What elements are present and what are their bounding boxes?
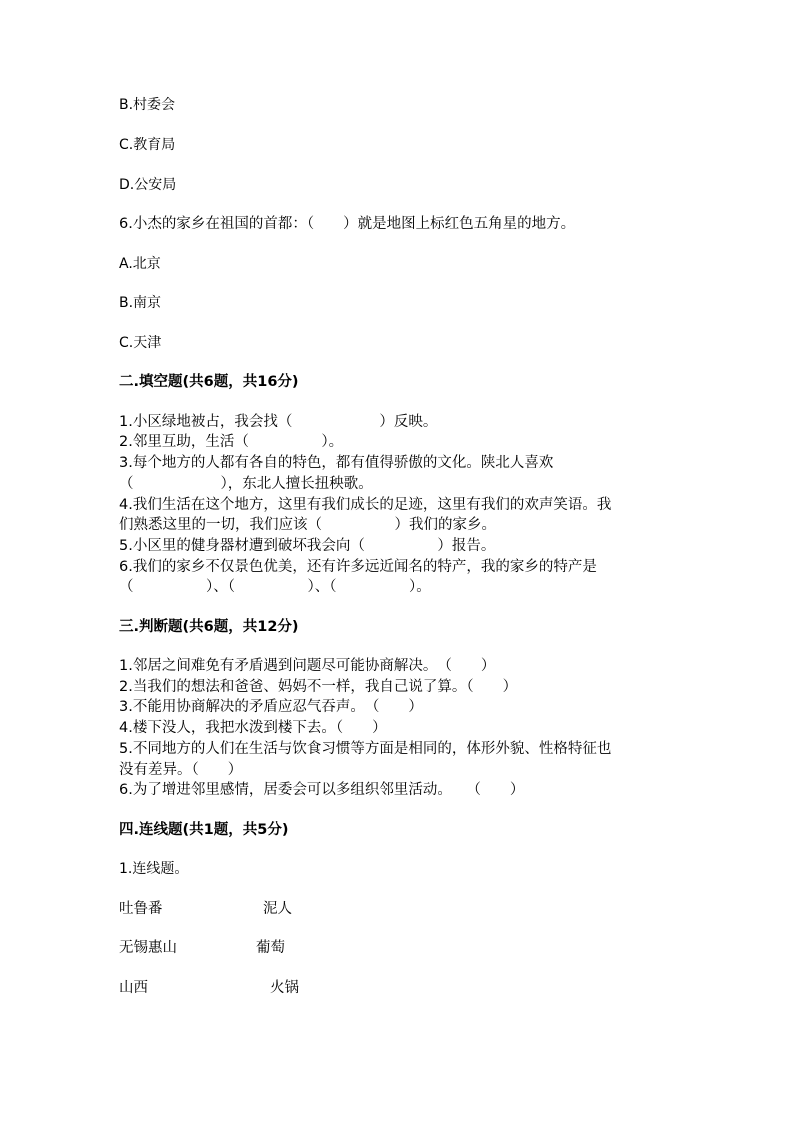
q5-option-b: B.村委会 [119, 97, 176, 113]
match-left-item: 吐鲁番 [119, 901, 163, 917]
q6-stem: 6.小杰的家乡在祖国的首都：（ ）就是地图上标红色五角星的地方。 [119, 216, 576, 232]
fill-line: 3.每个地方的人都有各自的特色，都有值得骄傲的文化。陕北人喜欢 [119, 455, 554, 471]
judge-line: 5.不同地方的人们在生活与饮食习惯等方面是相同的，体形外貌、性格特征也 [119, 741, 612, 757]
judge-line: 没有差异。（ ） [119, 762, 243, 778]
fill-line: 4.我们生活在这个地方，这里有我们成长的足迹，这里有我们的欢声笑语。我 [119, 497, 612, 513]
fill-line: 5.小区里的健身器材遭到破坏我会向（ ）报告。 [119, 538, 496, 554]
match-right-item: 泥人 [263, 901, 292, 917]
fill-line: （ ），东北人擅长扭秧歌。 [119, 476, 373, 492]
q5-option-d: D.公安局 [119, 177, 177, 193]
q6-option-b: B.南京 [119, 295, 162, 311]
fill-line: 6.我们的家乡不仅景色优美，还有许多远近闻名的特产，我的家乡的特产是 [119, 559, 597, 575]
q5-option-c: C.教育局 [119, 137, 176, 153]
match-left-item: 山西 [119, 980, 148, 996]
fill-line: 2.邻里互助，生活（ ）。 [119, 434, 344, 450]
judge-line: 3.不能用协商解决的矛盾应忍气吞声。 （ ） [119, 699, 423, 715]
section4-heading: 四.连线题(共1题，共5分) [119, 822, 289, 838]
section2-heading: 二.填空题(共6题，共16分) [119, 374, 299, 390]
judge-line: 2.当我们的想法和爸爸、妈妈不一样，我自己说了算。（ ） [119, 679, 518, 695]
judge-line: 6.为了增进邻里感情，居委会可以多组织邻里活动。 （ ） [119, 782, 525, 798]
q6-option-a: A.北京 [119, 256, 161, 272]
judge-line: 1.邻居之间难免有矛盾遇到问题尽可能协商解决。 （ ） [119, 658, 496, 674]
match-right-item: 葡萄 [256, 940, 285, 956]
fill-line: 1.小区绿地被占，我会找（ ）反映。 [119, 414, 438, 430]
q6-option-c: C.天津 [119, 335, 162, 351]
match-right-item: 火锅 [270, 980, 299, 996]
matching-question: 1.连线题。 [119, 861, 189, 877]
judge-line: 4.楼下没人，我把水泼到楼下去。（ ） [119, 720, 387, 736]
match-left-item: 无锡惠山 [119, 940, 177, 956]
section3-heading: 三.判断题(共6题，共12分) [119, 619, 299, 635]
fill-line: （ ）、（ ）、（ ）。 [119, 579, 431, 595]
fill-line: 们熟悉这里的一切，我们应该（ ）我们的家乡。 [119, 517, 496, 533]
